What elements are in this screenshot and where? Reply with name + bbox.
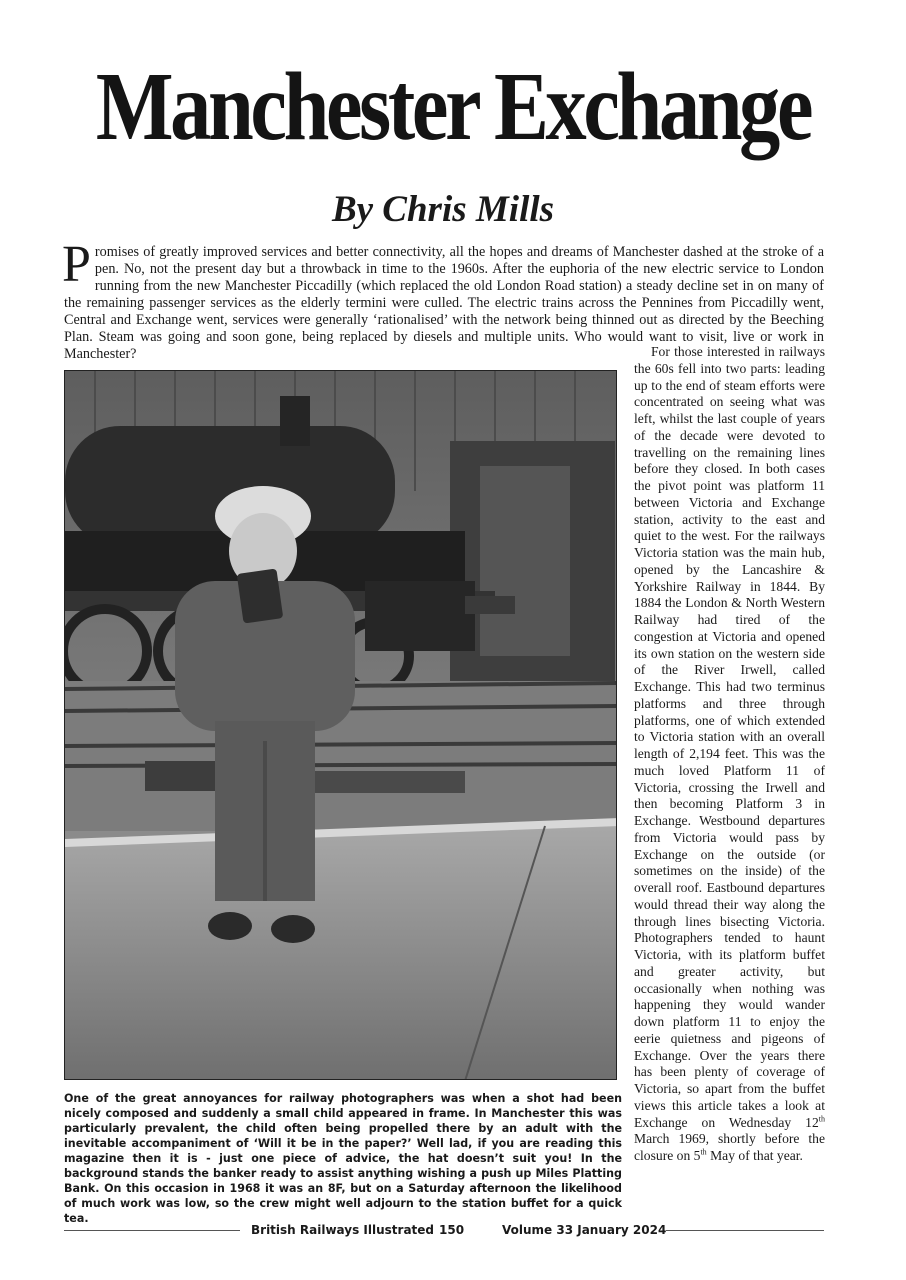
photo-caption: One of the great annoyances for railway photographers was when a shot had been nicely composed and suddenly a small child appeared in frame. In Manchester this was particularly prevalent, the child often being propelled there by an adult with the inevitable accompaniment of ‘Will it be in the paper?’ Well lad, if you are reading this magazine then it is - just one piece of advice, the hat doesn’t suit you! In the background stands the banker ready to assist anything wishing a push up Miles Platting Bank. On this occasion in 1968 it was an 8F, but on a Saturday afternoon the likelihood of much work was low, so the crew might well adjourn to the station buffet for a quick tea. — [64, 1092, 622, 1225]
intro-text: romises of greatly improved services and better connectivity, all the hopes and dreams of Manchester dashed at the stroke of a pen. No, not the present day but a throwback in time to the 1960s. After the euphoria of the new electric service to London running from the new Manchester Piccadilly (which replaced the old London Road station) a steady decline set in on many of the remaining passenger services as the elderly termini were culled. The electric trains across the Pennines from Piccadilly went, Central and Exchange went, services were generally ‘rationalised’ with the network being thinned out as directed by the Beeching Plan. Steam was going and soon gone, being replaced by diesels and multiple units. Who would want to visit, live or work in Manchester? — [64, 244, 824, 362]
issue-info: Volume 33 January 2024 — [502, 1223, 667, 1237]
footer-rule-right — [666, 1230, 824, 1231]
date-ordinal: th — [818, 1113, 825, 1123]
article-byline: By Chris Mills — [331, 189, 555, 230]
article-body-column — [634, 344, 825, 1165]
lineside-equipment — [315, 771, 465, 793]
photo-illustration — [65, 371, 617, 1080]
magazine-name: British Railways Illustrated — [251, 1223, 435, 1237]
page-footer — [64, 1222, 824, 1240]
article-title: Manchester Exchange — [95, 53, 811, 161]
body-text-part-2: March 1969, shortly before the closure on — [634, 1131, 825, 1163]
body-text-part-3: May of that year. — [706, 1148, 803, 1163]
article-photo — [64, 370, 617, 1080]
footer-rule-left — [64, 1230, 240, 1231]
drop-cap: P — [62, 236, 91, 293]
closure-ordinal: th — [700, 1147, 707, 1157]
door-panel — [480, 466, 570, 656]
page-number: 150 — [439, 1223, 465, 1237]
date-day: 12 — [805, 1114, 819, 1130]
closure-day: 5 — [693, 1148, 701, 1163]
body-text-part-1: For those interested in railways the 60s fell into two parts: leading up to the end of steam efforts were concentrated on seeing what was left, whilst the last couple of years of the decade were devoted to travelling on the remaining lines before they closed. In both cases the pivot point was platform 11 between Victoria and Exchange station, activity to the east and quiet to the west. For the railways Victoria station was the main hub, opened by the Lancashire & Yorkshire Railway in 1844. By 1884 the London & North Western Railway had tired of the congestion at Victoria and opened its own station on the western side of the River Irwell, called Exchange. This had two terminus platforms and three through platforms, one of which extended to Victoria station with an overall length of 2,194 feet. This was the much loved Platform 11 of Victoria, crossing the Irwell and then becoming Platform 3 in Exchange. Westbound departures from Victoria would pass by Exchange on the outside (or sometimes on the inside) of the overall roof. Eastbound departures would thread their way along the through lines bisecting Victoria. Photographers tended to haunt Victoria, with its platform buffet and greater activity, but occasionally when nothing was happening they would wander down platform 11 to enjoy the eerie quietness and pigeons of Exchange. Over the years there has been plenty of coverage of Victoria, so apart from the buffet views this article takes a look at Exchange on Wednesday — [634, 344, 825, 1130]
